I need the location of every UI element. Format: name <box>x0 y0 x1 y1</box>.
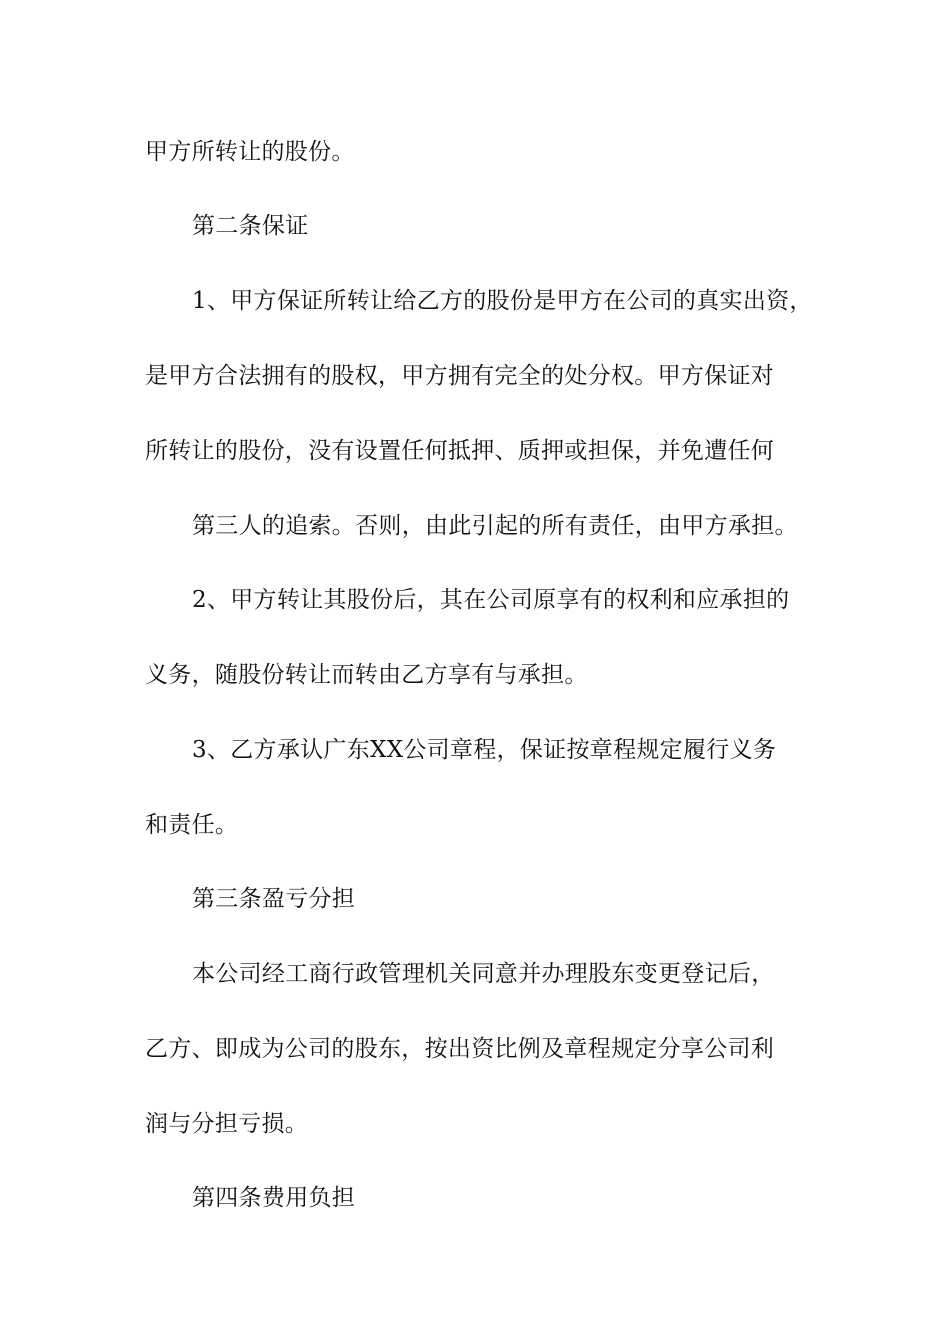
paragraph-line: 3、乙方承认广东XX公司章程，保证按章程规定履行义务 <box>192 737 777 763</box>
paragraph-line: 2、甲方转让其股份后，其在公司原享有的权利和应承担的 <box>192 587 790 613</box>
paragraph-line: 润与分担亏损。 <box>145 1111 309 1137</box>
paragraph-line: 所转让的股份，没有设置任何抵押、质押或担保，并免遭任何 <box>145 438 775 464</box>
paragraph-line: 1、甲方保证所转让给乙方的股份是甲方在公司的真实出资， <box>192 288 813 314</box>
paragraph-line: 和责任。 <box>145 812 239 838</box>
section-heading: 第三条盈亏分担 <box>192 886 356 912</box>
paragraph-line: 义务，随股份转让而转由乙方享有与承担。 <box>145 662 588 688</box>
paragraph-line: 第三人的追索。否则，由此引起的所有责任，由甲方承担。 <box>192 513 798 539</box>
paragraph-line: 本公司经工商行政管理机关同意并办理股东变更登记后， <box>192 961 775 987</box>
paragraph-line: 乙方、即成为公司的股东，按出资比例及章程规定分享公司利 <box>145 1036 775 1062</box>
paragraph-line: 甲方所转让的股份。 <box>145 139 355 165</box>
section-heading: 第二条保证 <box>192 213 309 239</box>
section-heading: 第四条费用负担 <box>192 1185 356 1211</box>
paragraph-line: 是甲方合法拥有的股权，甲方拥有完全的处分权。甲方保证对 <box>145 363 775 389</box>
